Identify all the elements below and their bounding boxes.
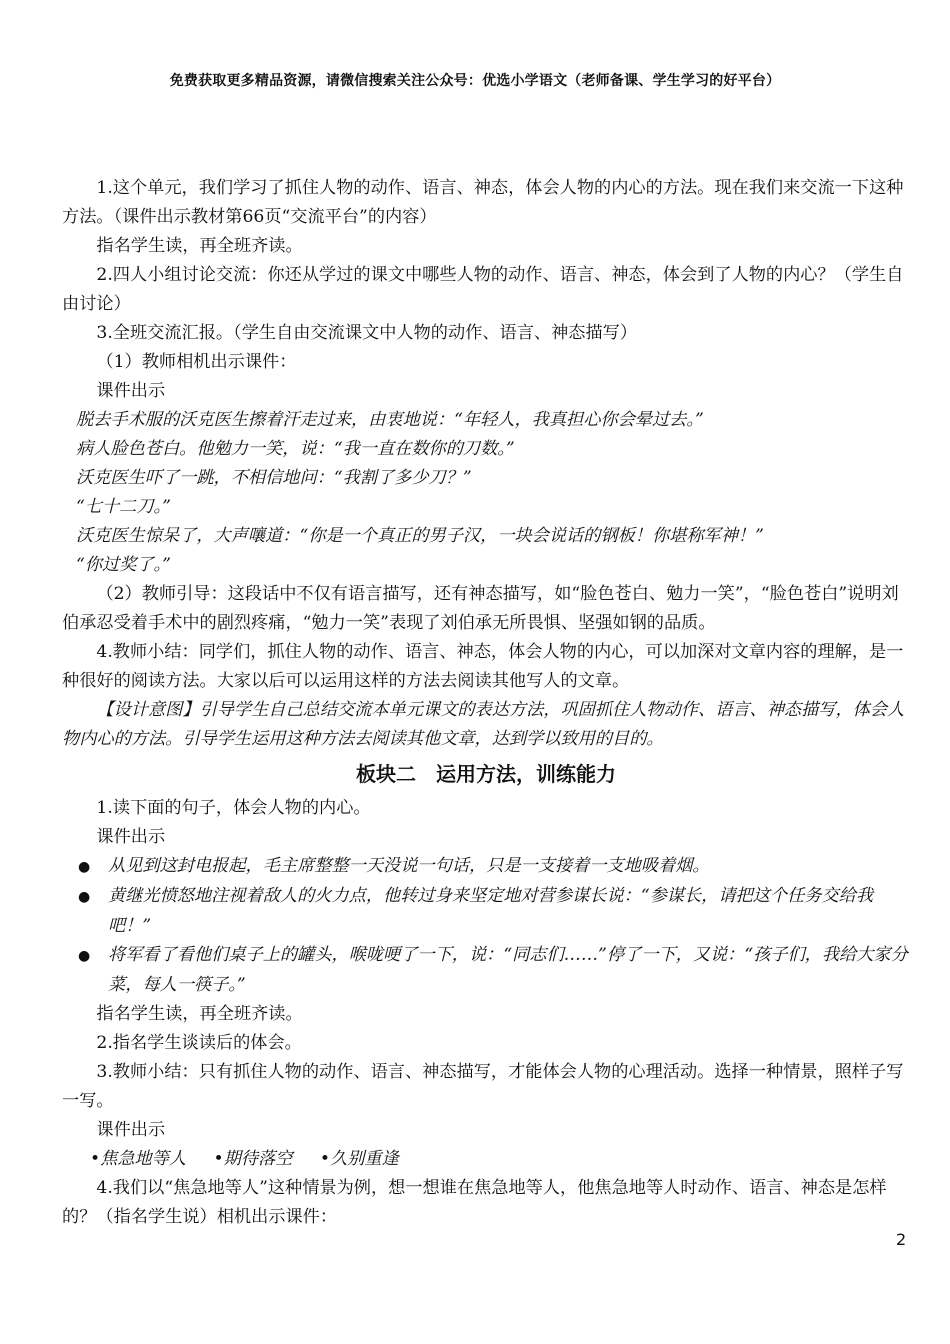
bullet-item xyxy=(62,852,910,882)
bullet-text: 黄继光愤怒地注视着敌人的火力点，他转过身来坚定地对营参谋长说：“参谋长，请把这个任务交给我吧！” xyxy=(108,886,874,936)
paragraph-7: （2）教师引导：这段话中不仅有语言描写，还有神态描写，如“脸色苍白、勉力一笑”，“脸色苍白”说明刘伯承忍受着手术中的剧烈疼痛，“勉力一笑”表现了刘伯承无所畏惧、坚强如钢的品质。 xyxy=(62,584,899,633)
scenario-option: •久别重逢 xyxy=(319,1149,399,1169)
quote-line: “七十二刀。” xyxy=(76,497,171,517)
scenario-option: •焦急地等人 xyxy=(90,1149,187,1169)
paragraph-3: 2.四人小组讨论交流：你还从学过的课文中哪些人物的动作、语言、神态，体会到了人物的内心？（学生自由讨论） xyxy=(62,265,904,314)
paragraph-8: 4.教师小结：同学们，抓住人物的动作、语言、神态，体会人物的内心，可以加深对文章内容的理解，是一种很好的阅读方法。大家以后可以运用这样的方法去阅读其他写人的文章。 xyxy=(62,642,904,691)
bullet-icon: ● xyxy=(78,948,91,964)
paragraph-2: 指名学生读，再全班齐读。 xyxy=(96,236,303,256)
bullet-text: 从见到这封电报起，毛主席整整一天没说一句话，只是一支接着一支地吸着烟。 xyxy=(108,856,710,876)
bullet-icon: ● xyxy=(78,889,91,905)
courseware-label-3: 课件出示 xyxy=(96,1120,166,1140)
quote-line: 脱去手术服的沃克医生擦着汗走过来，由衷地说：“年轻人，我真担心你会晕过去。” xyxy=(76,410,704,430)
section-title: 板块二 运用方法，训练能力 xyxy=(356,762,616,786)
paragraph-16: 4.我们以“焦急地等人”这种情景为例，想一想谁在焦急地等人，他焦急地等人时动作、语言、神态是怎样的？（指名学生说）相机出示课件： xyxy=(62,1178,887,1227)
bullet-item xyxy=(62,882,910,941)
quote-line: 沃克医生惊呆了，大声嚷道：“你是一个真正的男子汉，一块会说话的钢板！你堪称军神！” xyxy=(76,526,764,546)
paragraph-4: 3.全班交流汇报。（学生自由交流课文中人物的动作、语言、神态描写） xyxy=(96,323,638,343)
paragraph-5: （1）教师相机出示课件： xyxy=(96,352,297,372)
courseware-label-2: 课件出示 xyxy=(96,827,166,847)
paragraph-10: 1.读下面的句子，体会人物的内心。 xyxy=(96,798,371,818)
page-header: 免费获取更多精品资源，请微信搜索关注公众号：优选小学语文（老师备课、学生学习的好平台） xyxy=(169,73,781,89)
paragraph-14: 3.教师小结：只有抓住人物的动作、语言、神态描写，才能体会人物的心理活动。选择一种情景，照样子写一写。 xyxy=(62,1062,904,1111)
document-body xyxy=(62,174,910,1232)
paragraph-13: 2.指名学生谈读后的体会。 xyxy=(96,1033,302,1053)
quote-line: 沃克医生吓了一跳，不相信地问：“我割了多少刀？” xyxy=(76,468,472,488)
bullet-item xyxy=(62,941,910,1000)
quote-line: 病人脸色苍白。他勉力一笑，说：“我一直在数你的刀数。” xyxy=(76,439,515,459)
bullet-text: 将军看了看他们桌子上的罐头，喉咙哽了一下，说：“同志们……”停了一下，又说：“孩子们，我给大家分菜，每人一筷子。” xyxy=(108,945,908,995)
courseware-label-1: 课件出示 xyxy=(96,381,166,401)
quote-line: “你过奖了。” xyxy=(76,555,171,575)
paragraph-12: 指名学生读，再全班齐读。 xyxy=(96,1004,303,1024)
page-number: 2 xyxy=(896,1230,907,1249)
bullet-icon: ● xyxy=(78,859,91,875)
scenario-option: •期待落空 xyxy=(213,1149,293,1169)
design-intent: 【设计意图】引导学生自己总结交流本单元课文的表达方法，巩固抓住人物动作、语言、神态描写，体会人物内心的方法。引导学生运用这种方法去阅读其他文章，达到学以致用的目的。 xyxy=(62,700,905,749)
scenario-options xyxy=(62,1145,910,1174)
paragraph-1: 1.这个单元，我们学习了抓住人物的动作、语言、神态，体会人物的内心的方法。现在我们来交流一下这种方法。（课件出示教材第66页“交流平台”的内容） xyxy=(62,178,904,227)
